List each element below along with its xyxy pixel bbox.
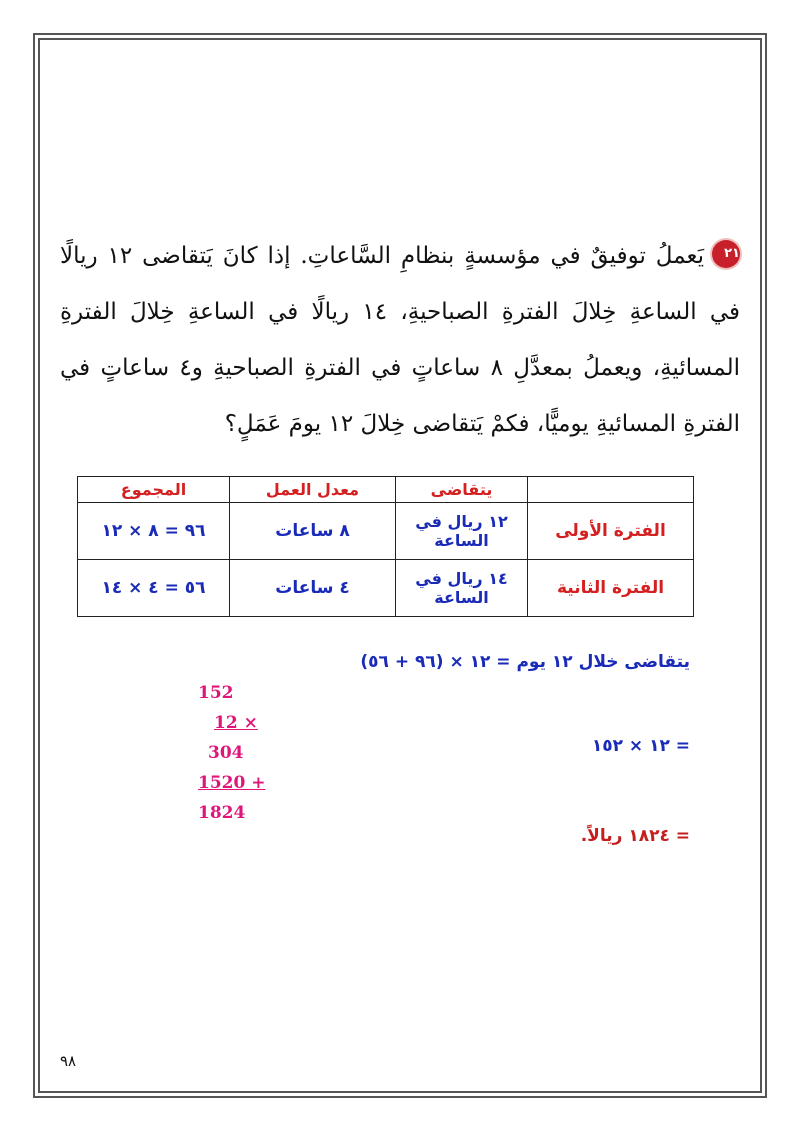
problem-statement — [60, 228, 740, 452]
problem-text: يَعملُ توفيقٌ في مؤسسةٍ بنظامِ السَّاعاتِ. إذا كانَ يَتقاضى ١٢ ريالًا في الساعةِ خِلالَ الفترةِ الصباحيةِ، ١٤ ريالًا في الساعةِ خِلالَ الفترةِ المسائيةِ، ويعملُ بمعدَّلِ ٨ ساعاتٍ في الفترةِ الصباحيةِ و٤ ساعاتٍ في الفترةِ المسائيةِ يوميًّا، فكمْ يَتقاضى خِلالَ ١٢ يومَ عَمَلٍ؟ — [60, 243, 740, 437]
mult-partial-2: 1520 + — [198, 773, 266, 793]
table-row — [78, 560, 694, 617]
mult-partial-1: 304 — [208, 743, 244, 763]
solution-line-2: = ١٢ × ١٥٢ — [591, 736, 690, 756]
row-charge: ١٢ ريال في الساعة — [396, 503, 528, 560]
table-row — [78, 503, 694, 560]
row-total: ٥٦ = ٤ × ١٤ — [78, 560, 230, 617]
table-header-total: المجموع — [78, 477, 230, 503]
solution-line-1: يتقاضى خلال ١٢ يوم = ١٢ × (٩٦ + ٥٦) — [360, 652, 690, 672]
row-label: الفترة الثانية — [528, 560, 694, 617]
mult-top: 152 — [198, 683, 234, 703]
table-header-empty — [528, 477, 694, 503]
mult-result: 1824 — [198, 803, 246, 823]
row-charge: ١٤ ريال في الساعة — [396, 560, 528, 617]
multiplication-work — [198, 678, 278, 828]
table-header-row — [78, 477, 694, 503]
row-rate: ٨ ساعات — [230, 503, 396, 560]
table-header-charge: يتقاضى — [396, 477, 528, 503]
row-rate: ٤ ساعات — [230, 560, 396, 617]
row-label: الفترة الأولى — [528, 503, 694, 560]
question-number-badge: ٢١ — [712, 240, 740, 268]
table-header-rate: معدل العمل — [230, 477, 396, 503]
mult-multiplier: 12 × — [214, 713, 258, 733]
page-number: ٩٨ — [60, 1052, 77, 1070]
row-total: ٩٦ = ٨ × ١٢ — [78, 503, 230, 560]
wage-table — [77, 476, 694, 617]
solution-line-3: = ١٨٢٤ ريالاً. — [580, 826, 690, 846]
